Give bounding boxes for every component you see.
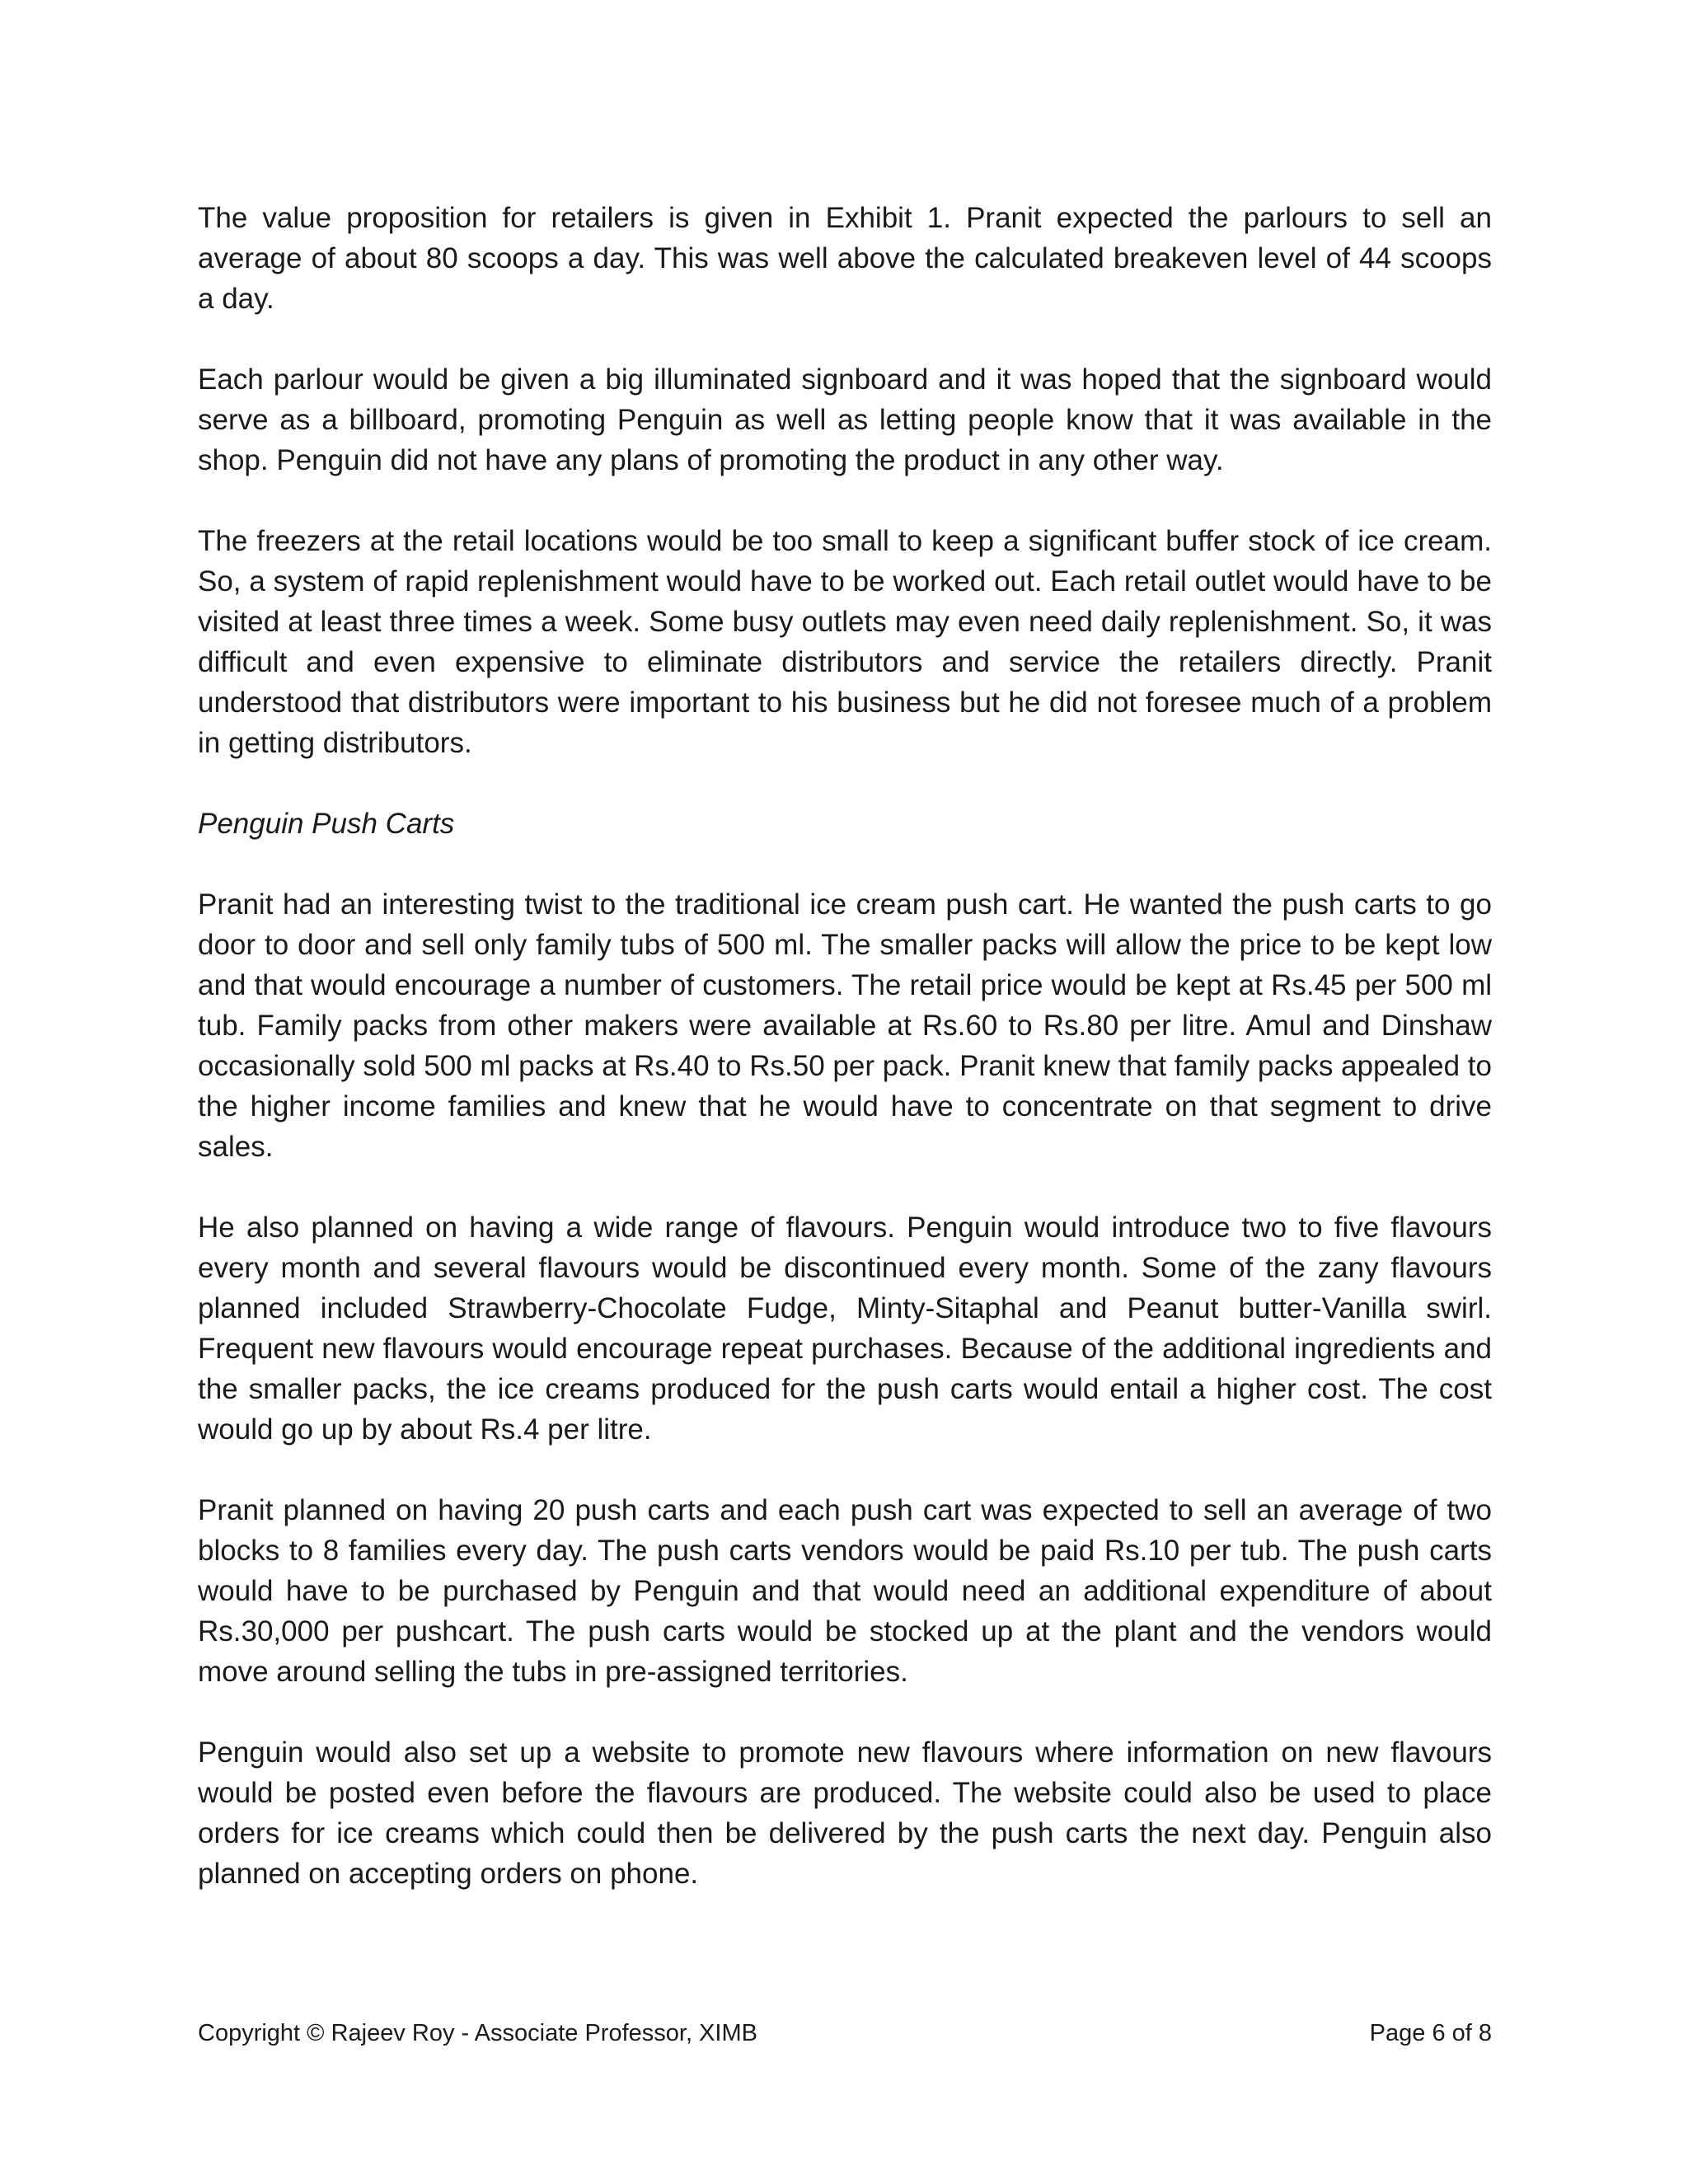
paragraph-flavours: He also planned on having a wide range of flavours. Penguin would introduce two to five flavours every month and several flavours would be discontinued every month. Some of the zany flavours planned included Strawberry-Chocolate Fudge, Minty-Sitaphal and Peanut butter-Vanilla swirl. Frequent new flavours would encourage repeat purchases. Because of the additional ingredients and the smaller packs, the ice creams produced for the push carts would entail a higher cost. The cost would go up by about Rs.4 per litre. [198,1212,1492,1446]
paragraph-push-cart-twist: Pranit had an interesting twist to the traditional ice cream push cart. He wanted the push carts to go door to door and sell only family tubs of 500 ml. The smaller packs will allow the price to be kept low and that would encourage a number of customers. The retail price would be kept at Rs.45 per 500 ml tub. Family packs from other makers were available at Rs.60 to Rs.80 per litre. Amul and Dinshaw occasionally sold 500 ml packs at Rs.40 to Rs.50 per pack. Pranit knew that family packs appealed to the higher income families and knew that he would have to concentrate on that segment to drive sales. [198,888,1492,1163]
paragraph-freezers: The freezers at the retail locations would be too small to keep a significant buffer stock of ice cream. So, a system of rapid replenishment would have to be worked out. Each retail outlet would have to be visited at least three times a week. Some busy outlets may even need daily replenishment. So, it was difficult and even expensive to eliminate distributors and service the retailers directly. Pranit understood that distributors were important to his business but he did not foresee much of a problem in getting distributors. [198,525,1492,759]
footer-copyright: Copyright © Rajeev Roy - Associate Professor, XIMB [198,2020,757,2046]
paragraph-signboard: Each parlour would be given a big illuminated signboard and it was hoped that the signboard would serve as a billboard, promoting Penguin as well as letting people know that it was available in the shop. Penguin did not have any plans of promoting the product in any other way. [198,363,1492,476]
section-heading-push-carts: Penguin Push Carts [198,808,455,840]
page-body [198,198,1492,1934]
paragraph-value-proposition: The value proposition for retailers is given in Exhibit 1. Pranit expected the parlours to sell an average of about 80 scoops a day. This was well above the calculated breakeven level of 44 scoops a day. [198,202,1492,315]
paragraph-website: Penguin would also set up a website to promote new flavours where information on new flavours would be posted even before the flavours are produced. The website could also be used to place orders for ice creams which could then be delivered by the push carts the next day. Penguin also planned on accepting orders on phone. [198,1736,1492,1890]
page-footer [198,2018,1492,2049]
paragraph-push-cart-plan: Pranit planned on having 20 push carts and each push cart was expected to sell an average of two blocks to 8 families every day. The push carts vendors would be paid Rs.10 per tub. The push carts would have to be purchased by Penguin and that would need an additional expenditure of about Rs.30,000 per pushcart. The push carts would be stocked up at the plant and the vendors would move around selling the tubs in pre-assigned territories. [198,1494,1492,1688]
footer-page-number: Page 6 of 8 [1369,2020,1492,2046]
